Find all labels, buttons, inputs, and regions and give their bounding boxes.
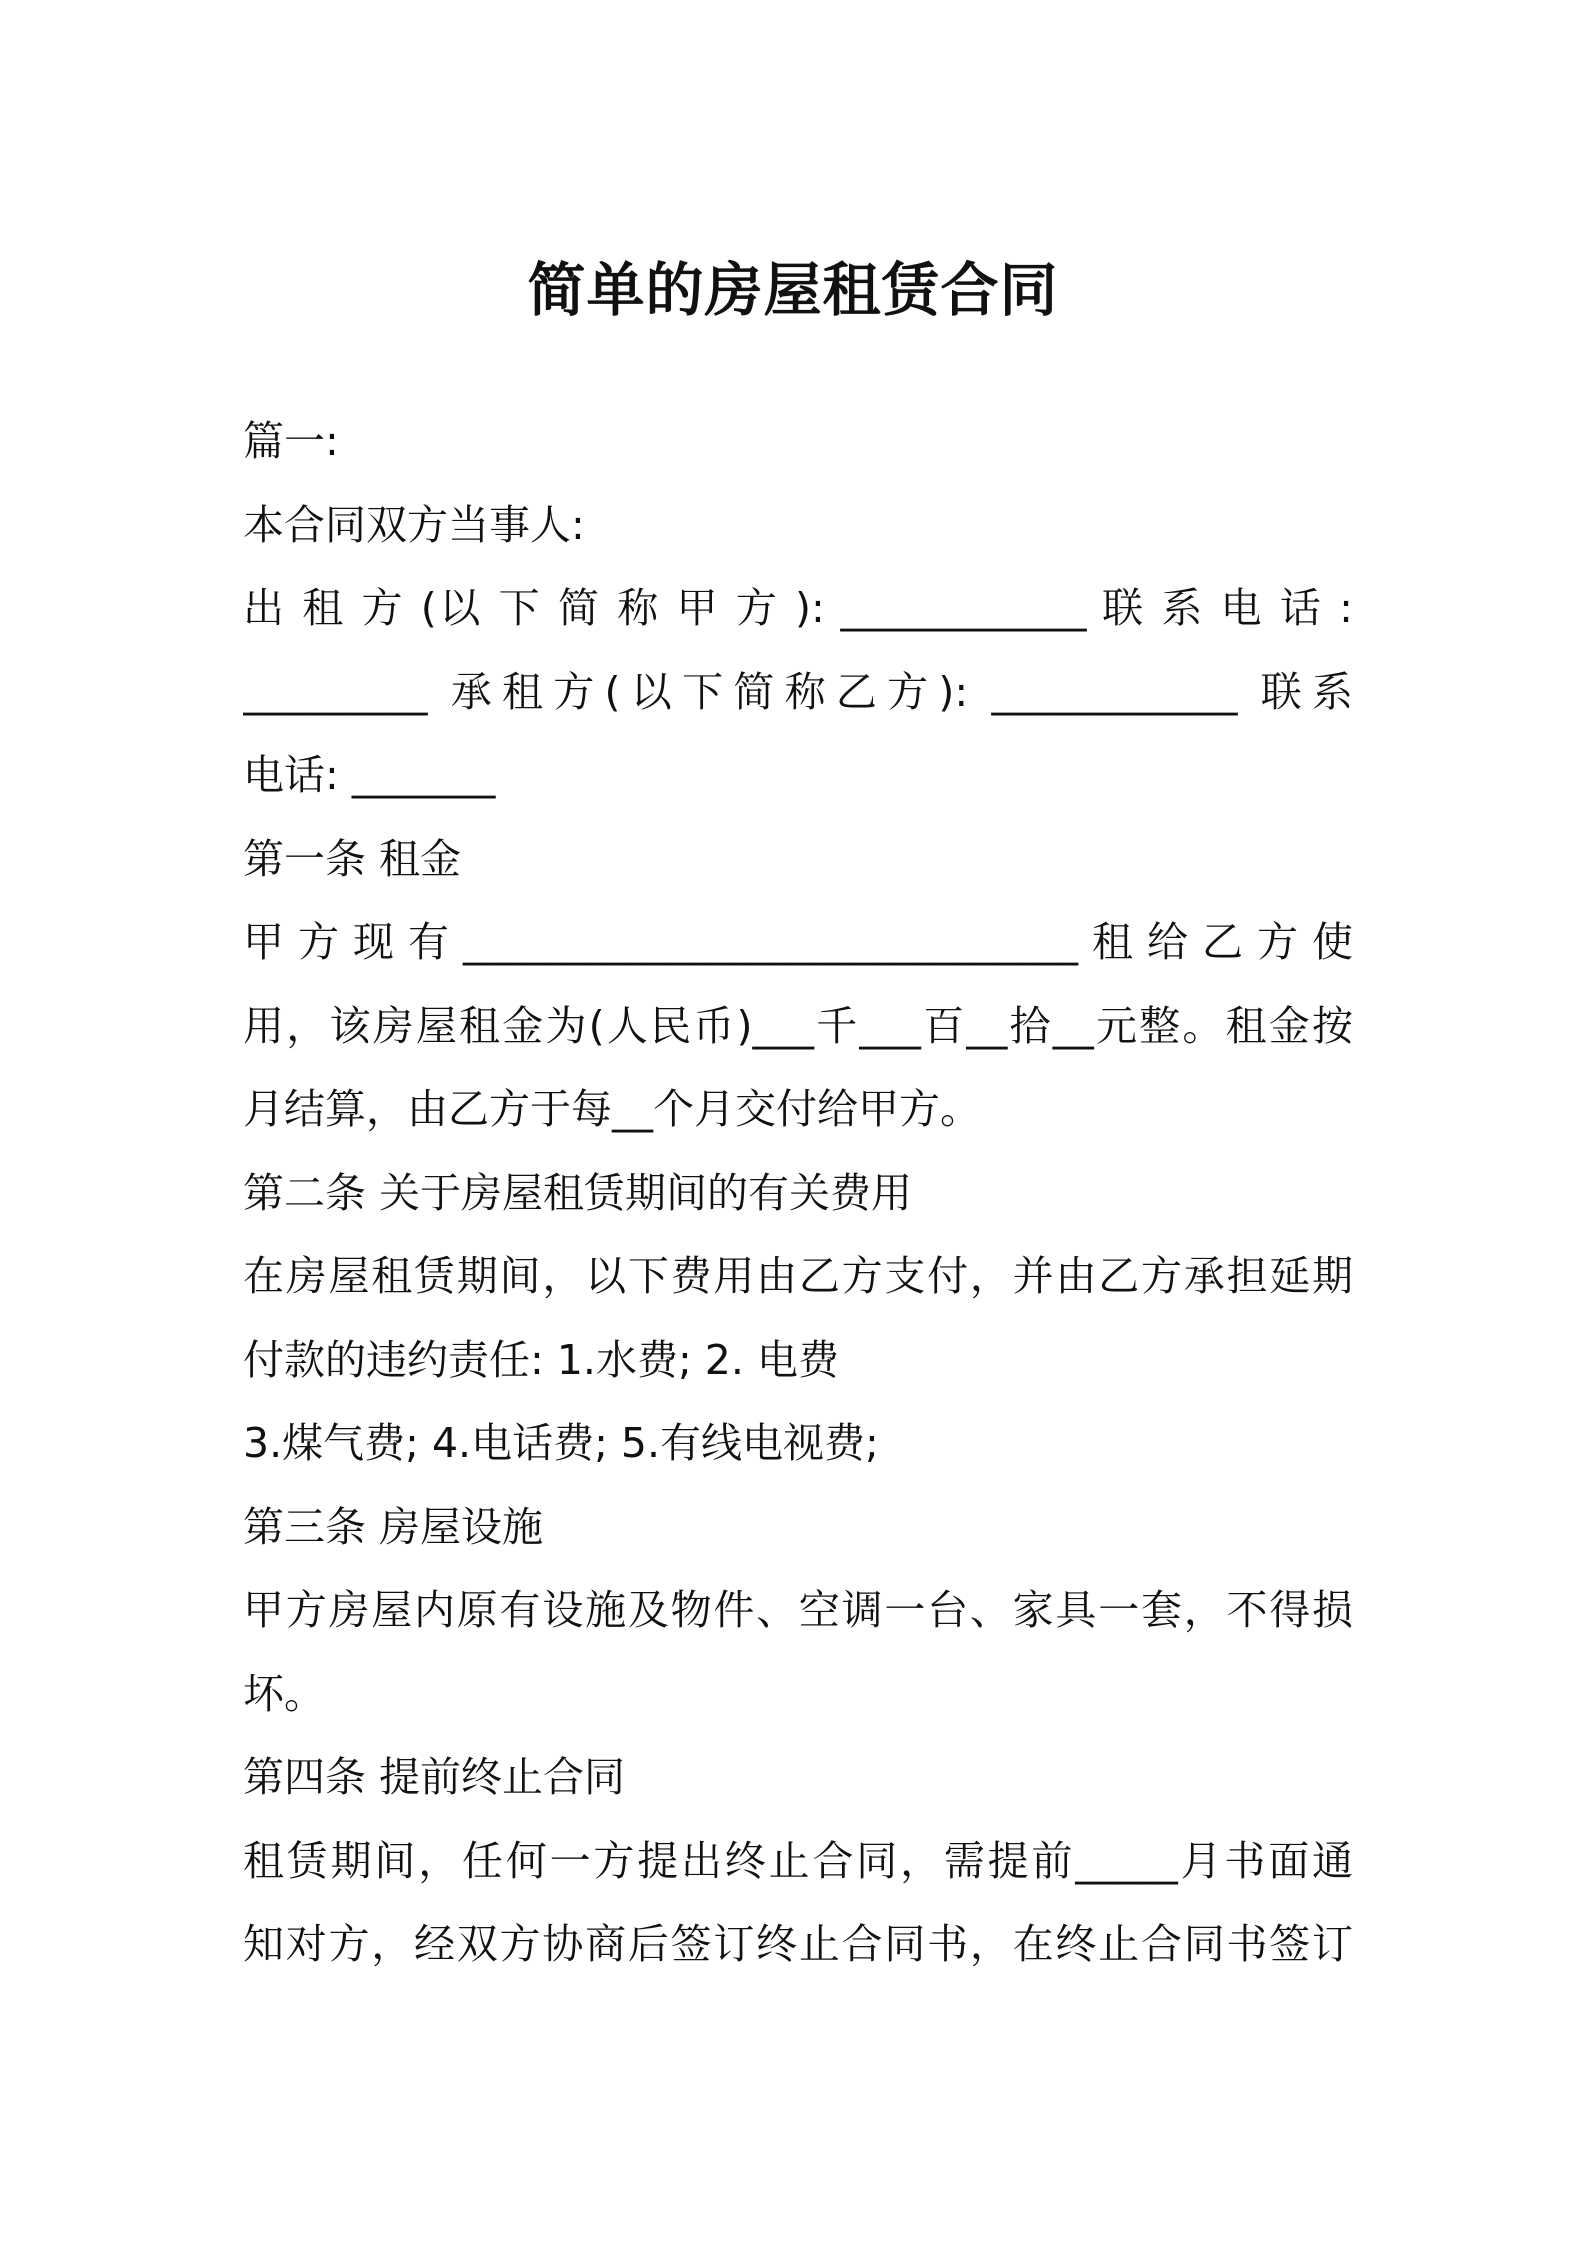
article-1-text-line-2: 用，该房屋租金为(人民币)___千___百__拾__元整。租金按 bbox=[243, 1001, 1353, 1050]
article-1-text-line-1: 甲方现有______________________________租给乙方使 bbox=[243, 918, 1353, 966]
lessor-line: 出 租 方 (以 下 简 称 甲 方 ): ____________ 联 系 电 话 : bbox=[243, 584, 1353, 632]
section-label: 篇一: bbox=[243, 417, 339, 465]
article-4-heading: 第四条 提前终止合同 bbox=[243, 1753, 626, 1801]
article-1-text-line-3: 月结算，由乙方于每__个月交付给甲方。 bbox=[243, 1085, 981, 1133]
article-2-heading: 第二条 关于房屋租赁期间的有关费用 bbox=[243, 1168, 913, 1217]
document-title: 简单的房屋租赁合同 bbox=[527, 256, 1059, 324]
article-1-heading: 第一条 租金 bbox=[243, 834, 462, 883]
document-body bbox=[243, 400, 1353, 1987]
article-3-heading: 第三条 房屋设施 bbox=[243, 1502, 544, 1551]
parties-heading: 本合同双方当事人: bbox=[243, 500, 585, 549]
lessee-phone-line: 电话: _______ bbox=[243, 751, 496, 799]
lessee-line: _________ 承租方(以下简称乙方): ____________ 联系 bbox=[243, 667, 1353, 716]
article-2-text-line-1: 在房屋租赁期间，以下费用由乙方支付，并由乙方承担延期 bbox=[243, 1252, 1353, 1300]
article-4-text-line-1: 租赁期间，任何一方提出终止合同，需提前_____月书面通 bbox=[243, 1836, 1353, 1885]
article-3-text-line-2: 坏。 bbox=[243, 1669, 325, 1718]
article-4-text-line-2: 知对方，经双方协商后签订终止合同书，在终止合同书签订 bbox=[243, 1920, 1353, 1968]
article-2-text-line-2: 付款的违约责任: 1.水费; 2. 电费 bbox=[243, 1335, 839, 1384]
article-2-text-line-3: 3.煤气费; 4.电话费; 5.有线电视费; bbox=[243, 1419, 879, 1467]
article-3-text-line-1: 甲方房屋内原有设施及物件、空调一台、家具一套，不得损 bbox=[243, 1586, 1353, 1634]
